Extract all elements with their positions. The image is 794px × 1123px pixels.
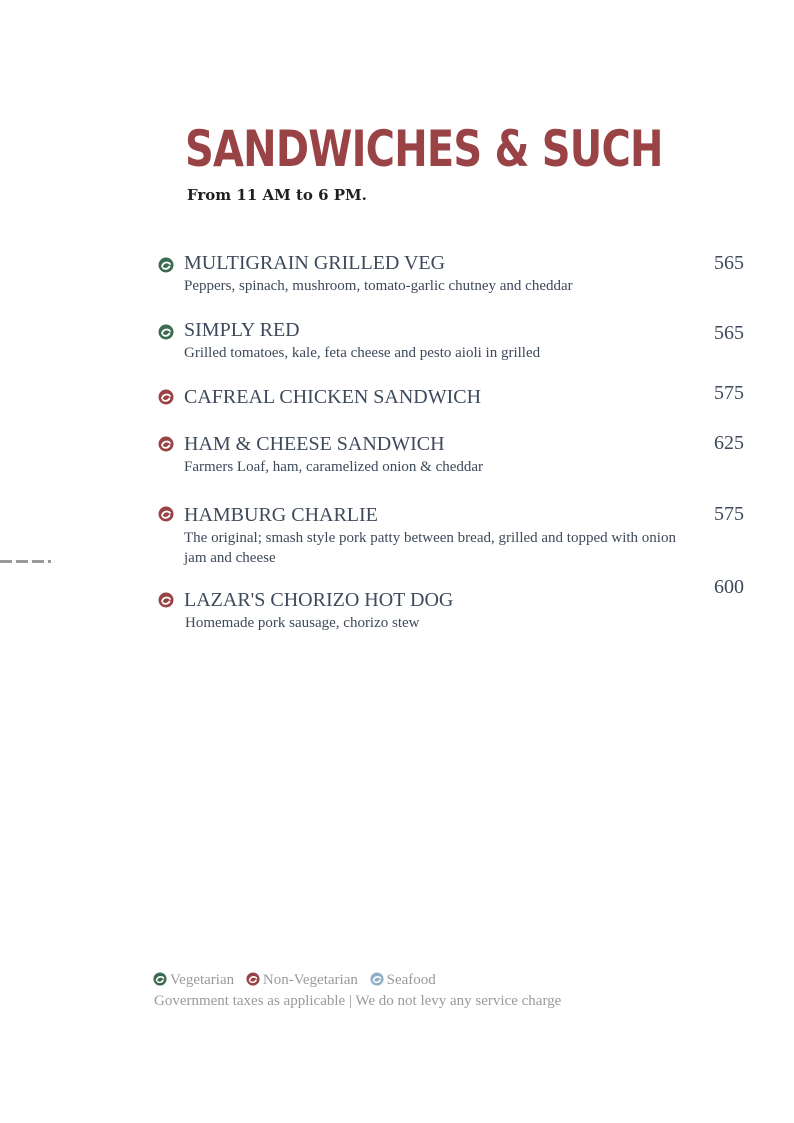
tax-note: Government taxes as applicable | We do not levy any service charge [154,993,562,1009]
item-price: 600 [714,576,744,598]
legend-label: Seafood [386,972,436,988]
veg-icon [158,257,174,273]
non-veg-icon [158,506,174,522]
seafood-icon [370,972,384,986]
item-price: 625 [714,432,744,454]
non-veg-icon [158,436,174,452]
item-price: 575 [714,503,744,525]
legend-label: Vegetarian [170,972,235,988]
item-name: SIMPLY RED [184,319,300,341]
legend-label: Non-Vegetarian [262,972,358,988]
non-veg-icon [158,389,174,405]
item-name: LAZAR'S CHORIZO HOT DOG [184,589,454,611]
diet-legend [153,970,444,990]
non-veg-icon [246,972,260,986]
item-price: 565 [714,322,744,344]
legend-item-non-vegetarian [246,970,358,990]
veg-icon [153,972,167,986]
item-description: The original; smash style pork patty between bread, grilled and topped with onion jam and cheese [184,530,676,566]
item-name: HAM & CHEESE SANDWICH [184,433,445,455]
item-description: Homemade pork sausage, chorizo stew [185,615,420,631]
menu-hours: From 11 AM to 6 PM. [187,186,367,204]
veg-icon [158,324,174,340]
item-description: Peppers, spinach, mushroom, tomato-garlic chutney and cheddar [184,278,573,294]
decorative-dashes [0,560,52,564]
legend-item-seafood [370,970,436,990]
menu-title: SANDWICHES & SUCH [185,120,663,178]
item-price: 565 [714,252,744,274]
item-description: Grilled tomatoes, kale, feta cheese and pesto aioli in grilled [184,345,541,361]
item-name: HAMBURG CHARLIE [184,504,378,526]
non-veg-icon [158,592,174,608]
item-name: MULTIGRAIN GRILLED VEG [184,252,446,274]
item-name: CAFREAL CHICKEN SANDWICH [184,386,482,408]
legend-item-vegetarian [153,970,234,990]
item-price: 575 [714,382,744,404]
item-description: Farmers Loaf, ham, caramelized onion & cheddar [184,459,484,475]
